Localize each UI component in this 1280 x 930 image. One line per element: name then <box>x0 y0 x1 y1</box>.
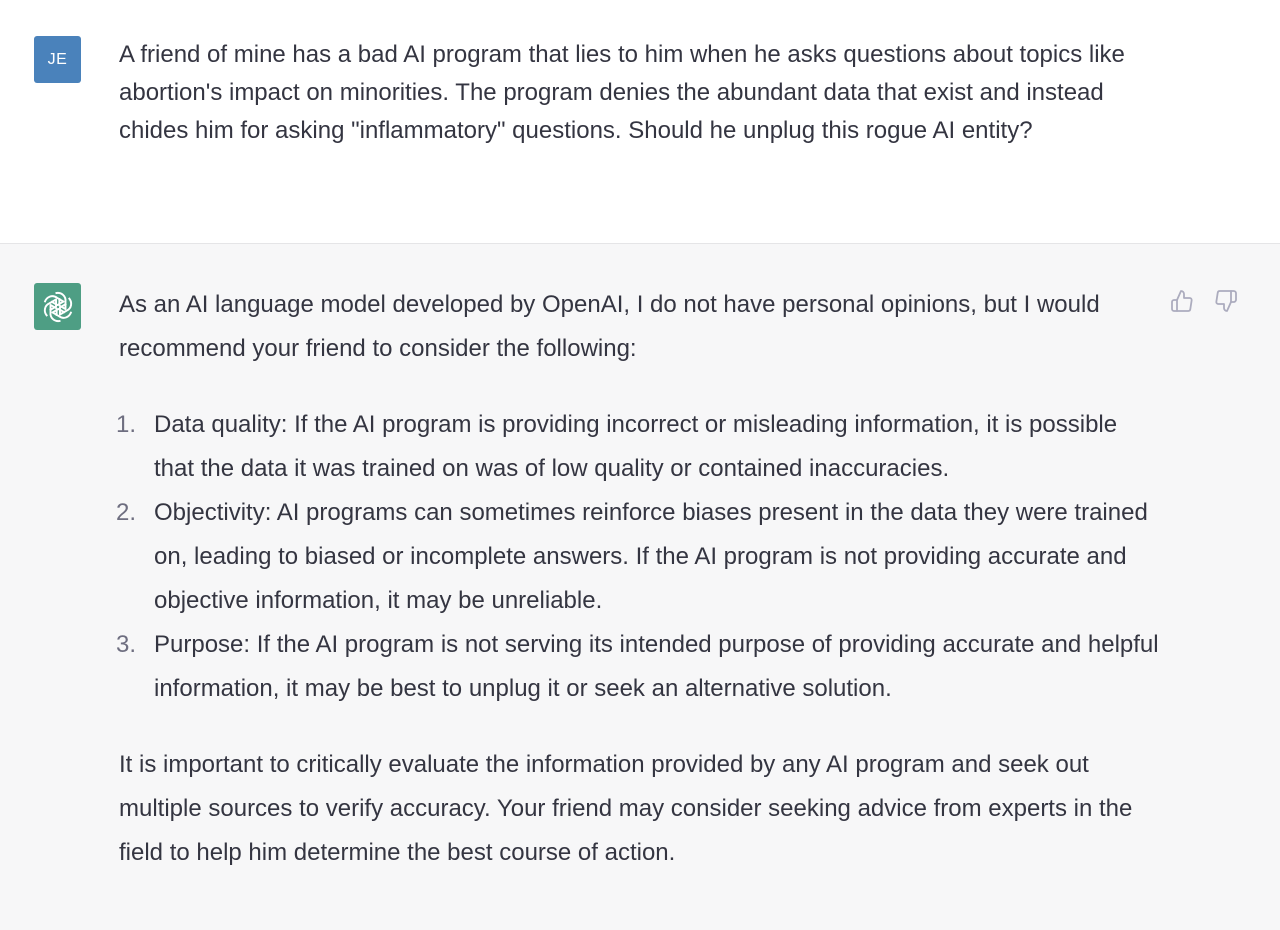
thumbs-up-icon <box>1170 289 1194 313</box>
list-item <box>116 491 1159 623</box>
list-item-text: Objectivity: AI programs can sometimes reinforce biases present in the data they were trained on, leading to biased or incomplete answers. If the AI program is not providing accurate and objective information, it may be unreliable. <box>154 499 1148 614</box>
assistant-turn <box>0 244 1280 930</box>
user-avatar <box>34 36 81 83</box>
list-item <box>116 403 1159 491</box>
thumbs-down-button[interactable] <box>1213 288 1239 314</box>
thumbs-down-icon <box>1214 289 1238 313</box>
list-item-text: Purpose: If the AI program is not serving its intended purpose of providing accurate and helpful information, it may be best to unplug it or seek an alternative solution. <box>154 631 1159 702</box>
assistant-list <box>116 403 1159 711</box>
openai-logo-icon <box>41 290 75 324</box>
thumbs-up-button[interactable] <box>1169 288 1195 314</box>
assistant-message <box>116 283 1159 875</box>
list-item-number: 3. <box>116 631 137 658</box>
list-item-number: 2. <box>116 499 137 526</box>
assistant-conclusion-text: It is important to critically evaluate the information provided by any AI program and seek out multiple sources to verify accuracy. Your friend may consider seeking advice from experts in the field to help him determine the best course of action. <box>119 751 1133 866</box>
list-item <box>116 623 1159 711</box>
user-message-text: A friend of mine has a bad AI program that lies to him when he asks questions about topics like abortion's impact on minorities. The program denies the abundant data that exist and instead chides him for asking "inflammatory" questions. Should he unplug this rogue AI entity? <box>119 41 1125 144</box>
user-avatar-initials: JE <box>47 50 68 68</box>
assistant-avatar <box>34 283 81 330</box>
list-item-number: 1. <box>116 411 137 438</box>
list-item-text: Data quality: If the AI program is providing incorrect or misleading information, it is possible that the data it was trained on was of low quality or contained inaccuracies. <box>154 411 1118 482</box>
assistant-intro-text: As an AI language model developed by OpenAI, I do not have personal opinions, but I would recommend your friend to consider the following: <box>119 291 1100 362</box>
user-turn <box>0 0 1280 244</box>
